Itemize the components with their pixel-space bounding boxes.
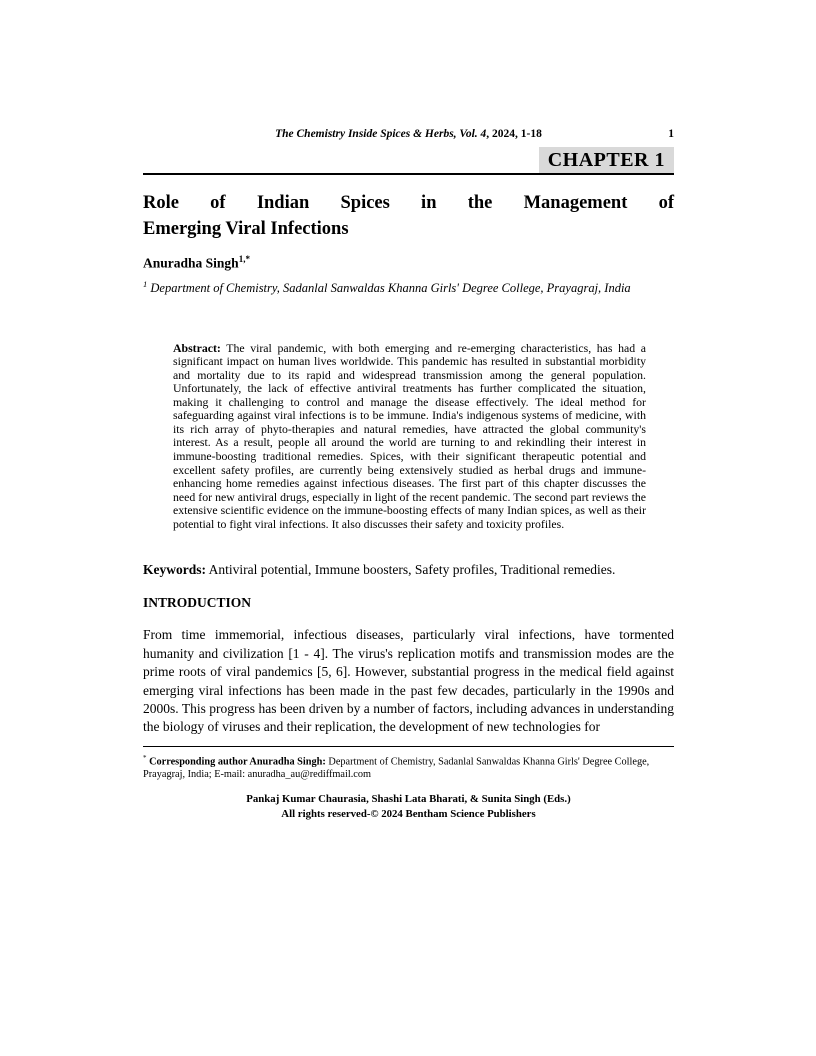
rights-line: All rights reserved-© 2024 Bentham Science Publishers bbox=[281, 807, 536, 820]
author-affiliation-marker: 1,* bbox=[238, 254, 250, 264]
chapter-title-line2: Emerging Viral Infections bbox=[143, 219, 349, 239]
footnote-corresponding-author: Corresponding author Anuradha Singh: bbox=[146, 756, 326, 768]
keywords-text: Antiviral potential, Immune boosters, Safety profiles, Traditional remedies. bbox=[206, 562, 616, 578]
keywords-block bbox=[143, 561, 674, 579]
chapter-badge: CHAPTER 1 bbox=[539, 147, 674, 173]
journal-issue-info: , 2024, 1-18 bbox=[486, 128, 542, 140]
journal-title: The Chemistry Inside Spices & Herbs, Vol. 4 bbox=[275, 128, 487, 140]
journal-reference bbox=[275, 128, 542, 140]
author-name: Anuradha Singh bbox=[143, 255, 239, 271]
chapter-title bbox=[143, 190, 674, 242]
introduction-paragraph: From time immemorial, infectious diseases, particularly viral infections, have tormented humanity and civilization [1 - 4]. The virus's replication motifs and transmission modes are the prime roots of viral pandemics [5, 6]. However, substantial progress in the medical field against emerging viral infections has been made in the past few decades, particularly in the 1990s and 2000s. This progress has been driven by a number of factors, including advances in understanding the biology of viruses and their replication, the development of new technologies for bbox=[143, 627, 674, 735]
affiliation-line bbox=[143, 279, 674, 296]
abstract-label: Abstract: bbox=[173, 340, 221, 355]
footnote-marker: * bbox=[143, 753, 147, 762]
chapter-title-line1: Role of Indian Spices in the Management of bbox=[143, 193, 674, 213]
keywords-label: Keywords: bbox=[143, 562, 206, 578]
chapter-rule bbox=[143, 147, 674, 175]
footnote-text: Department of Chemistry, Sadanlal Sanwaldas Khanna Girls' Degree College, Prayagraj, India; E-mail: anuradha_au@rediffmail.com bbox=[143, 756, 650, 781]
page-content bbox=[143, 126, 674, 821]
abstract-text: The viral pandemic, with both emerging and re-emerging characteristics, has had a significant impact on human lives worldwide. This pandemic has resulted in substantial morbidity and mortality due to its rapid and widespread transmission among the general population. Unfortunately, the lack of effective antiviral treatments has further complicated the situation, making it challenging to control and manage the disease effectively. The ideal method for safeguarding against viral infections is to be immune. India's indigenous systems of medicine, with its rich array of phyto-therapies and natural remedies, have attracted the global community's interest. As a result, people all around the world are turning to and rekindling their interest in immune-boosting traditional remedies. Spices, with their significant therapeutic potential and excellent safety profiles, are currently being extensively studied as herbal drugs and immune-enhancing home remedies against infectious diseases. The first part of this chapter discusses the need for new antiviral drugs, especially in light of the recent pandemic. The second part reviews the extensive scientific evidence on the immune-boosting effects of many Indian spices, as well as their potential to fight viral infections. It also discusses their safety and toxicity profiles. bbox=[173, 340, 646, 531]
introduction-heading: INTRODUCTION bbox=[143, 595, 252, 611]
editors-line: Pankaj Kumar Chaurasia, Shashi Lata Bharati, & Sunita Singh (Eds.) bbox=[246, 793, 571, 806]
affiliation-marker: 1 bbox=[143, 278, 148, 289]
footnote-block bbox=[143, 746, 674, 781]
abstract-block bbox=[173, 342, 646, 532]
running-header bbox=[143, 126, 674, 142]
publisher-footer bbox=[143, 792, 674, 821]
affiliation-text: Department of Chemistry, Sadanlal Sanwaldas Khanna Girls' Degree College, Prayagraj, India bbox=[147, 280, 631, 295]
author-line bbox=[143, 254, 674, 272]
page-number: 1 bbox=[668, 128, 674, 140]
